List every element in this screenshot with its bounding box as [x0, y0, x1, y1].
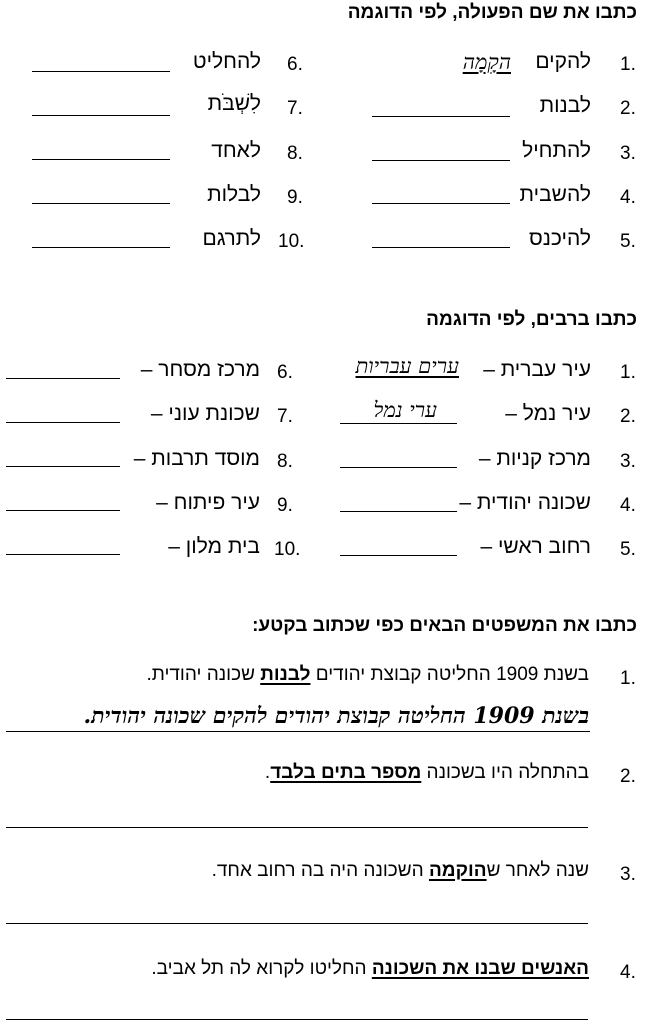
section1-heading: כתבו את שם הפעולה, לפי הדוגמה	[347, 2, 637, 23]
s2-item10-blank[interactable]	[6, 554, 120, 555]
s3-item3-number: 3.	[620, 864, 636, 885]
s2-item2-word: עיר נמל –	[505, 402, 591, 425]
s2-item9-blank[interactable]	[6, 510, 120, 511]
s2-item7-word: שכונת עוני –	[150, 402, 260, 425]
s3-item1-text-a: בשנת 1909 החליטה קבוצת יהודים	[310, 664, 589, 685]
s2-item4-blank[interactable]	[340, 511, 457, 512]
s1-item2-number: 2.	[620, 98, 636, 119]
s1-item4-blank[interactable]	[372, 203, 510, 204]
s1-item6-number: 6.	[287, 54, 303, 75]
s1-item5-word: להיכנס	[528, 227, 591, 250]
s2-item3-word: מרכז קניות –	[478, 447, 591, 470]
s1-item3-number: 3.	[620, 143, 636, 164]
s3-item2-text-c: .	[264, 762, 271, 783]
s3-item3-text-c: השכונה היה בה רחוב אחד.	[211, 860, 429, 881]
s2-item2-answer-line	[340, 423, 457, 424]
s1-item7-number: 7.	[287, 98, 303, 119]
section3-heading: כתבו את המשפטים הבאים כפי שכתוב בקטע:	[252, 615, 637, 636]
s2-item1-number: 1.	[620, 362, 636, 383]
s3-item1-underlined: לבנות	[260, 664, 311, 685]
s1-item10-word: לתרגם	[202, 227, 261, 250]
s2-item8-number: 8.	[277, 451, 293, 472]
section2-heading: כתבו ברבים, לפי הדוגמה	[426, 309, 637, 330]
s2-item4-number: 4.	[620, 495, 636, 516]
s3-item2-number: 2.	[620, 766, 636, 787]
s1-item10-number: 10.	[278, 231, 305, 252]
s2-item5-number: 5.	[620, 539, 636, 560]
s3-item2-text-a: בהתחלה היו בשכונה	[421, 762, 589, 783]
s1-item7-blank[interactable]	[32, 115, 170, 116]
s1-item4-number: 4.	[620, 187, 636, 208]
s1-item6-word: להחליט	[192, 50, 261, 73]
s3-item3-underlined: הוקמה	[428, 860, 487, 881]
s3-item4-blank[interactable]	[6, 1019, 588, 1020]
s2-item4-word: שכונה יהודית –	[459, 491, 591, 514]
s2-item5-word: רחוב ראשי –	[480, 535, 591, 558]
s1-item6-blank[interactable]	[32, 71, 170, 72]
s3-item1-answer-line	[6, 731, 590, 732]
s3-item2-underlined: מספר בתים בלבד	[270, 762, 422, 783]
s1-item2-word: לבנות	[539, 94, 591, 117]
s2-item2-answer: ערי נמל	[373, 398, 437, 422]
s2-item10-word: בית מלון –	[168, 535, 260, 558]
s1-item2-blank[interactable]	[372, 116, 510, 117]
s2-item1-answer: ערים עבריות	[355, 354, 459, 378]
s2-item7-number: 7.	[277, 406, 293, 427]
s1-item7-word: לִשְׁבֹּת	[207, 92, 261, 115]
s3-item4-text-c: החליטו לקרוא לה תל אביב.	[151, 958, 372, 979]
s2-item7-blank[interactable]	[6, 422, 120, 423]
s2-item8-blank[interactable]	[6, 466, 120, 467]
s1-item8-word: לאחד	[211, 139, 261, 162]
s3-item2-blank[interactable]	[6, 827, 588, 828]
s3-item4-number: 4.	[620, 962, 636, 983]
s1-item4-word: להשבית	[519, 183, 591, 206]
s3-item2-sentence	[265, 762, 589, 784]
s1-item1-word: להקים	[535, 50, 591, 73]
s2-item3-number: 3.	[620, 451, 636, 472]
s3-item4-underlined: האנשים שבנו את השכונה	[371, 958, 589, 979]
s3-item3-blank[interactable]	[6, 923, 588, 924]
s1-item3-blank[interactable]	[372, 160, 510, 161]
s1-item3-word: להתחיל	[522, 139, 591, 162]
s1-item10-blank[interactable]	[32, 247, 170, 248]
s2-item9-number: 9.	[277, 495, 293, 516]
s2-item3-blank[interactable]	[340, 467, 457, 468]
s1-item9-number: 9.	[287, 187, 303, 208]
s2-item2-number: 2.	[620, 406, 636, 427]
s1-item5-blank[interactable]	[372, 247, 510, 248]
s2-item6-word: מרכז מסחר –	[140, 358, 260, 381]
s3-item1-sentence	[146, 664, 589, 686]
s2-item5-blank[interactable]	[340, 555, 457, 556]
s3-item3-sentence	[212, 860, 589, 882]
s2-item10-number: 10.	[274, 539, 301, 560]
s3-item1-text-c: שכונה יהודית.	[146, 664, 261, 685]
s2-item6-blank[interactable]	[6, 378, 120, 379]
s1-item9-word: לבלות	[207, 183, 261, 206]
s1-item9-blank[interactable]	[32, 203, 170, 204]
s3-item1-number: 1.	[620, 668, 636, 689]
s2-item6-number: 6.	[277, 362, 293, 383]
s2-item9-word: עיר פיתוח –	[156, 491, 260, 514]
s2-item8-word: מוסד תרבות –	[133, 447, 260, 470]
s2-item1-word: עיר עברית –	[483, 358, 591, 381]
s1-item1-number: 1.	[620, 54, 636, 75]
s1-item1-answer: הקָמָה	[462, 50, 511, 74]
s1-item8-number: 8.	[287, 143, 303, 164]
s3-item1-answer: בשנת 1909 החליטה קבוצת יהודים להקים שכונה יהודית.	[83, 703, 589, 729]
s1-item8-blank[interactable]	[32, 159, 170, 160]
s3-item4-sentence	[151, 958, 589, 980]
s3-item3-text-a: שנה לאחר ש	[486, 860, 589, 881]
s1-item5-number: 5.	[620, 231, 636, 252]
